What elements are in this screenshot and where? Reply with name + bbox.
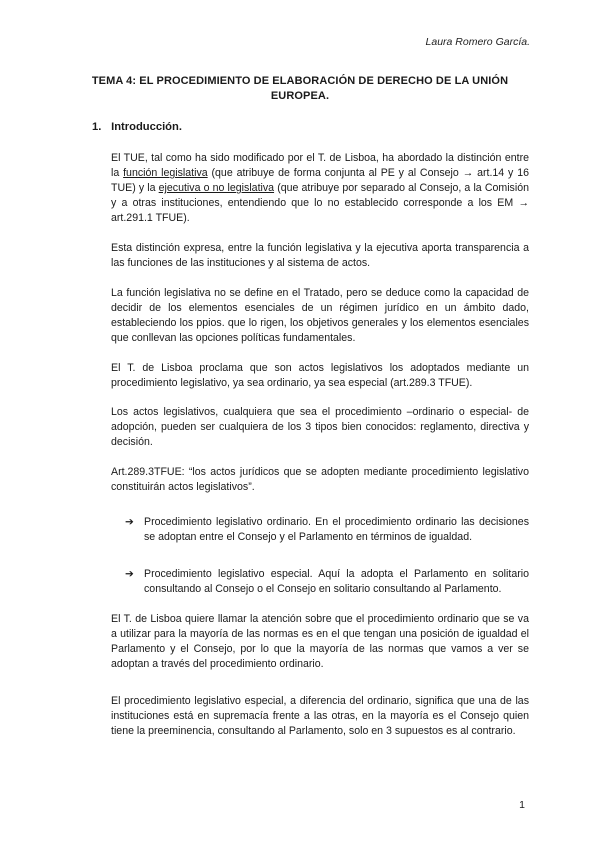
paragraph-8: El procedimiento legislativo especial, a diferencia del ordinario, significa que una de las instituciones está en supremacía frente a las otras, en la mayoría es el Consejo quien tiene la preeminencia, consultando al Parlamento, solo en 3 supuestos es al contrario. <box>111 694 529 738</box>
paragraph-3: La función legislativa no se define en el Tratado, pero se deduce como la capacidad de decidir de los elementos esenciales de un régimen jurídico en un ámbito dado, estableciendo los ppios. que lo rigen, los objetivos generales y los elementos esenciales que conllevan las opciones políticas fundamentales. <box>111 286 529 344</box>
paragraph-6: Art.289.3TFUE: “los actos jurídicos que se adopten mediante procedimiento legislativo constituirán actos legislativos”. <box>111 466 529 494</box>
paragraph-5: Los actos legislativos, cualquiera que sea el procedimiento –ordinario o especial- de adopción, pueden ser cualquiera de los 3 tipos bien conocidos: reglamento, directiva y decisión. <box>111 406 529 449</box>
paragraph-1-part-c: (que atribuye por separado al Consejo, a la Comisión y a otras instituciones, entendiendo que lo no establecido corresponde a los EM → art.291.1 TFUE). <box>111 182 529 225</box>
list-item-text: Procedimiento legislativo ordinario. En el procedimiento ordinario las decisiones se adoptan entre el Consejo y el Parlamento en términos de igualdad. <box>144 516 529 544</box>
list-item-text: Procedimiento legislativo especial. Aquí la adopta el Parlamento en solitario consultando al Consejo o el Consejo en solitario consultando al Parlamento. <box>144 568 529 596</box>
paragraph-1-part-b: (que atribuye de forma conjunta al PE y al Consejo → art.14 y 16 TUE) y la <box>111 167 529 195</box>
list-item <box>111 515 529 545</box>
paragraph-7: El T. de Lisboa quiere llamar la atención sobre que el procedimiento ordinario que se va a utilizar para la mayoría de las normas es en el que tengan una posición de igualdad el Parlamento y el Consejo, por lo que la mayoría de las normas que vamos a ver se adoptan a través del procedimiento ordinario. <box>111 612 529 670</box>
list-item <box>111 567 529 597</box>
author-header: Laura Romero García. <box>425 36 530 48</box>
document-title <box>80 74 520 104</box>
paragraph-1 <box>111 151 529 226</box>
paragraph-1-part-a: El TUE, tal como ha sido modificado por el T. de Lisboa, ha abordado la distinción entre la <box>111 152 529 180</box>
arrow-icon: ➔ <box>125 568 134 581</box>
section-number: 1. <box>92 121 102 133</box>
arrow-icon: ➔ <box>125 516 134 529</box>
paragraph-2: Esta distinción expresa, entre la función legislativa y la ejecutiva aporta transparencia a las funciones de las instituciones y al sistema de actos. <box>111 241 529 270</box>
underlined-term-executive: ejecutiva o no legislativa <box>158 182 275 195</box>
underlined-term-legislative: función legislativa <box>123 167 208 180</box>
title-line-1: TEMA 4: EL PROCEDIMIENTO DE ELABORACIÓN DE DERECHO DE LA UNIÓN <box>91 75 509 87</box>
section-title: Introducción. <box>111 121 182 133</box>
paragraph-4: El T. de Lisboa proclama que son actos legislativos los adoptados mediante un procedimiento legislativo, ya sea ordinario, ya sea especial (art.289.3 TFUE). <box>111 361 529 389</box>
document-body <box>111 151 529 754</box>
procedure-list <box>111 515 529 597</box>
page-number: 1 <box>519 799 525 811</box>
section-heading <box>92 121 182 133</box>
title-line-2: EUROPEA. <box>270 90 330 102</box>
